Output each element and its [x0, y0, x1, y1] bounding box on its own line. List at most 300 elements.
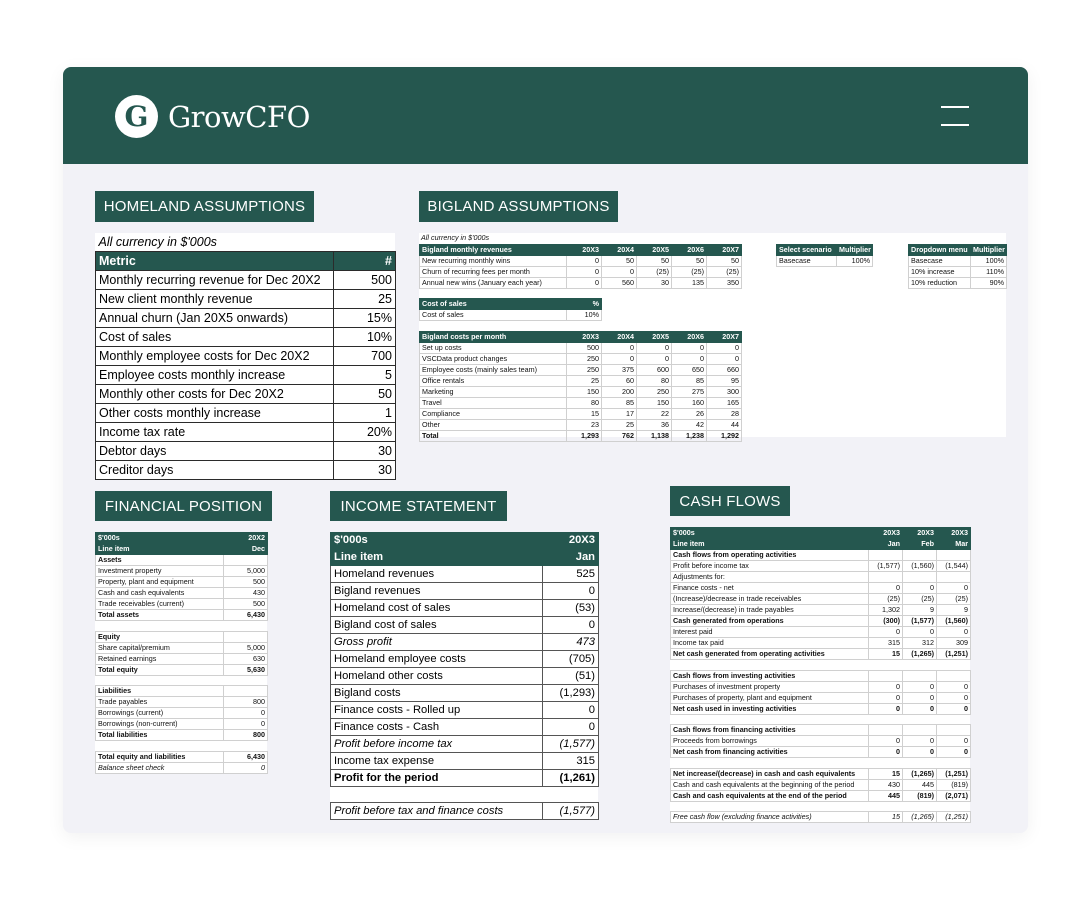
table-row: [420, 343, 742, 354]
column-header: $'000s: [671, 528, 869, 539]
table-row: [331, 719, 599, 736]
value-cell: 430: [869, 779, 903, 790]
value-cell: 500: [567, 343, 602, 354]
line-item-label: Total assets: [96, 610, 224, 621]
column-header: 20X3: [937, 528, 971, 539]
value-cell: 22: [637, 409, 672, 420]
line-item-value: 500: [224, 599, 268, 610]
table-row: [671, 660, 971, 671]
metric-label: Debtor days: [96, 442, 334, 461]
metric-value: 30: [334, 461, 396, 480]
value-cell: 1,293: [567, 431, 602, 442]
line-item-value: 6,430: [224, 610, 268, 621]
table-row: [671, 550, 971, 561]
line-item-value: (53): [543, 600, 599, 617]
bigland-assumptions-title: BIGLAND ASSUMPTIONS: [419, 191, 618, 222]
value-cell: [903, 714, 937, 725]
line-item-value: 0: [543, 617, 599, 634]
column-header: Jan: [543, 549, 599, 566]
value-cell: 650: [672, 365, 707, 376]
column-header: 20X3: [567, 245, 602, 256]
value-cell: (1,265): [903, 768, 937, 779]
value-cell: 44: [707, 420, 742, 431]
label-cell: Total: [420, 431, 567, 442]
value-cell: [903, 801, 937, 812]
label-cell: Net cash generated from operating activities: [671, 649, 869, 660]
table-row: [331, 736, 599, 753]
table-row: [96, 610, 268, 621]
header-row: [671, 528, 971, 539]
table-row: [96, 577, 268, 588]
line-item-value: [224, 741, 268, 752]
assumption-row: [96, 290, 396, 309]
value-cell: 0: [869, 747, 903, 758]
column-header: Jan: [869, 539, 903, 550]
line-item-value: 430: [224, 588, 268, 599]
metric-value: 20%: [334, 423, 396, 442]
line-item-label: Share capital/premium: [96, 642, 224, 653]
column-header: 20X4: [602, 332, 637, 343]
label-cell: Employee costs (mainly sales team): [420, 365, 567, 376]
value-cell: (1,265): [903, 812, 937, 823]
column-header: 20X5: [637, 332, 672, 343]
table-row: [671, 583, 971, 594]
column-header: Line item: [671, 539, 869, 550]
metric-value: 15%: [334, 309, 396, 328]
label-cell: 10% increase: [909, 267, 971, 278]
value-cell: 28: [707, 409, 742, 420]
table-row: [331, 600, 599, 617]
value-cell: 42: [672, 420, 707, 431]
value-cell: (1,560): [937, 616, 971, 627]
line-item-label: Profit before tax and finance costs: [331, 803, 543, 820]
scenario-selector-table: [776, 244, 873, 267]
metric-label: Cost of sales: [96, 328, 334, 347]
currency-caption: All currency in $'000s: [96, 233, 334, 252]
line-item-label: Income tax expense: [331, 753, 543, 770]
total-row: [420, 431, 742, 442]
table-row: [420, 398, 742, 409]
value-cell: 0: [903, 627, 937, 638]
table-row: [331, 803, 599, 820]
value-cell: 25: [567, 376, 602, 387]
header-row: [96, 544, 268, 555]
table-row: [671, 649, 971, 660]
label-cell: VSCData product changes: [420, 354, 567, 365]
value-cell: 250: [567, 365, 602, 376]
value-cell: 0: [672, 354, 707, 365]
value-cell: 0: [637, 354, 672, 365]
table-row: [671, 779, 971, 790]
table-row: [331, 702, 599, 719]
table-row: [331, 787, 599, 803]
value-cell: 375: [602, 365, 637, 376]
table-row: [909, 256, 1007, 267]
bigland-costs-table: [419, 331, 742, 442]
value-cell: 0: [869, 736, 903, 747]
label-cell: Churn of recurring fees per month: [420, 267, 567, 278]
header-row: [331, 549, 599, 566]
assumption-row: [96, 347, 396, 366]
value-cell: 160: [672, 398, 707, 409]
line-item-value: (1,293): [543, 685, 599, 702]
value-cell: [937, 572, 971, 583]
site-header: [63, 67, 1028, 164]
label-cell: Increase/(decrease) in trade payables: [671, 605, 869, 616]
value-cell: 600: [637, 365, 672, 376]
homeland-assumptions-table: [95, 233, 396, 480]
table-row: [96, 719, 268, 730]
table-row: [671, 801, 971, 812]
value-cell: 445: [869, 790, 903, 801]
value-cell: 150: [637, 398, 672, 409]
value-cell: 0: [903, 583, 937, 594]
value-cell: [869, 725, 903, 736]
value-cell: 17: [602, 409, 637, 420]
table-row: [671, 703, 971, 714]
table-row: [671, 681, 971, 692]
metric-label: Income tax rate: [96, 423, 334, 442]
table-row: [96, 588, 268, 599]
table-row: [96, 653, 268, 664]
value-cell: 0: [869, 627, 903, 638]
label-cell: Net cash from financing activities: [671, 747, 869, 758]
metric-value: 25: [334, 290, 396, 309]
value-cell: 50: [602, 256, 637, 267]
assumption-row: [96, 328, 396, 347]
table-row: [671, 736, 971, 747]
value-cell: 350: [707, 278, 742, 289]
table-row: [420, 256, 742, 267]
assumption-row: [96, 423, 396, 442]
metric-value: 30: [334, 442, 396, 461]
value-cell: 150: [567, 387, 602, 398]
table-row: [96, 555, 268, 566]
table-row: [96, 664, 268, 675]
value-cell: [903, 670, 937, 681]
value-cell: 762: [602, 431, 637, 442]
value-cell: 275: [672, 387, 707, 398]
line-item-label: Liabilities: [96, 686, 224, 697]
value-cell: 15: [567, 409, 602, 420]
column-header: Dec: [224, 544, 268, 555]
value-cell: 50: [672, 256, 707, 267]
line-item-value: 0: [224, 719, 268, 730]
table-row: [671, 627, 971, 638]
value-cell: [903, 550, 937, 561]
growcfo-logo[interactable]: [115, 95, 310, 138]
metric-value: 50: [334, 385, 396, 404]
bigland-revenues-table: [419, 244, 742, 289]
table-row: [96, 566, 268, 577]
table-row: [671, 605, 971, 616]
value-cell: 0: [937, 747, 971, 758]
value-cell: (1,251): [937, 768, 971, 779]
value-cell: (1,560): [903, 561, 937, 572]
header-row: [420, 299, 602, 310]
value-cell: 445: [903, 779, 937, 790]
value-cell: 0: [567, 256, 602, 267]
value-cell: 0: [602, 267, 637, 278]
value-cell: 165: [707, 398, 742, 409]
label-cell: Basecase: [909, 256, 971, 267]
value-cell: 250: [567, 354, 602, 365]
line-item-label: Finance costs - Rolled up: [331, 702, 543, 719]
column-header: Bigland monthly revenues: [420, 245, 567, 256]
value-cell: 1,138: [637, 431, 672, 442]
line-item-label: Investment property: [96, 566, 224, 577]
value-cell: (25): [903, 594, 937, 605]
value-cell: 15: [869, 812, 903, 823]
table-row: [96, 675, 268, 686]
column-header: Select scenario: [777, 245, 837, 256]
hamburger-menu-icon[interactable]: [941, 105, 969, 127]
line-item-value: 0: [543, 702, 599, 719]
table-row: [777, 256, 873, 267]
income-statement-title: INCOME STATEMENT: [330, 491, 507, 521]
label-cell: Income tax paid: [671, 638, 869, 649]
value-cell: 15: [869, 768, 903, 779]
value-cell: 0: [937, 583, 971, 594]
bigland-cost-of-sales-table: [419, 298, 602, 321]
table-row: [671, 638, 971, 649]
column-header: Line item: [96, 544, 224, 555]
label-cell: Cash flows from financing activities: [671, 725, 869, 736]
label-cell: Finance costs - net: [671, 583, 869, 594]
value-cell: 23: [567, 420, 602, 431]
value-cell: (1,265): [903, 649, 937, 660]
value-cell: (25): [637, 267, 672, 278]
label-cell: Office rentals: [420, 376, 567, 387]
column-header: Line item: [331, 549, 543, 566]
value-cell: 26: [672, 409, 707, 420]
line-item-label: Bigland costs: [331, 685, 543, 702]
label-cell: Cash and cash equivalents at the beginning of the period: [671, 779, 869, 790]
value-cell: 250: [637, 387, 672, 398]
line-item-label: Bigland revenues: [331, 583, 543, 600]
table-row: [671, 594, 971, 605]
metric-label: Creditor days: [96, 461, 334, 480]
table-row: [671, 758, 971, 769]
value-cell: 25: [602, 420, 637, 431]
line-item-value: 5,630: [224, 664, 268, 675]
financial-position-title: FINANCIAL POSITION: [95, 491, 272, 521]
table-row: [96, 599, 268, 610]
table-row: [420, 354, 742, 365]
label-cell: (Increase)/decrease in trade receivables: [671, 594, 869, 605]
value-cell: [869, 670, 903, 681]
label-cell: Marketing: [420, 387, 567, 398]
label-cell: Proceeds from borrowings: [671, 736, 869, 747]
table-row: [671, 768, 971, 779]
line-item-value: [224, 675, 268, 686]
value-cell: 80: [567, 398, 602, 409]
table-row: [671, 714, 971, 725]
column-header: 20X3: [543, 532, 599, 549]
brand-name: GrowCFO: [168, 99, 310, 134]
label-cell: Basecase: [777, 256, 837, 267]
value-cell: (1,544): [937, 561, 971, 572]
table-row: [671, 670, 971, 681]
metric-label: Annual churn (Jan 20X5 onwards): [96, 309, 334, 328]
label-cell: Cash flows from investing activities: [671, 670, 869, 681]
table-row: [96, 631, 268, 642]
line-item-label: Homeland cost of sales: [331, 600, 543, 617]
value-cell: 560: [602, 278, 637, 289]
table-row: [420, 387, 742, 398]
table-row: [420, 376, 742, 387]
table-row: [671, 572, 971, 583]
table-row: [331, 770, 599, 787]
line-item-value: [224, 555, 268, 566]
label-cell: Free cash flow (excluding finance activities): [671, 812, 869, 823]
value-cell: 0: [869, 583, 903, 594]
line-item-value: 5,000: [224, 566, 268, 577]
column-header: 20X2: [224, 533, 268, 544]
line-item-value: 800: [224, 697, 268, 708]
table-row: [420, 278, 742, 289]
line-item-label: Profit for the period: [331, 770, 543, 787]
value-cell: 1,238: [672, 431, 707, 442]
column-header: 20X5: [637, 245, 672, 256]
line-item-value: 6,430: [224, 751, 268, 762]
value-cell: 50: [707, 256, 742, 267]
line-item-label: Total equity: [96, 664, 224, 675]
metric-value: 1: [334, 404, 396, 423]
label-cell: Set up costs: [420, 343, 567, 354]
value-cell: 309: [937, 638, 971, 649]
value-cell: 0: [903, 692, 937, 703]
line-item-value: (1,577): [543, 736, 599, 753]
line-item-value: (51): [543, 668, 599, 685]
line-item-label: Retained earnings: [96, 653, 224, 664]
line-item-label: [96, 621, 224, 632]
line-item-label: Finance costs - Cash: [331, 719, 543, 736]
line-item-label: Total liabilities: [96, 730, 224, 741]
value-cell: [903, 758, 937, 769]
value-cell: (819): [937, 779, 971, 790]
income-statement-sheet: [330, 532, 598, 820]
value-cell: (25): [937, 594, 971, 605]
value-cell: 50: [637, 256, 672, 267]
column-header: Mar: [937, 539, 971, 550]
currency-caption: All currency in $'000s: [421, 233, 490, 243]
line-item-label: Property, plant and equipment: [96, 577, 224, 588]
value-cell: 0: [869, 681, 903, 692]
value-cell: (25): [672, 267, 707, 278]
column-header: 20X6: [672, 332, 707, 343]
homeland-assumptions-title: HOMELAND ASSUMPTIONS: [95, 191, 314, 222]
value-cell: 200: [602, 387, 637, 398]
value-cell: 300: [707, 387, 742, 398]
line-item-label: Borrowings (current): [96, 708, 224, 719]
label-cell: Net cash used in investing activities: [671, 703, 869, 714]
label-cell: Net increase/(decrease) in cash and cash equivalents: [671, 768, 869, 779]
line-item-value: 0: [224, 762, 268, 773]
line-item-label: Homeland revenues: [331, 566, 543, 583]
table-row: [671, 790, 971, 801]
assumption-row: [96, 271, 396, 290]
value-cell: (25): [869, 594, 903, 605]
table-row: [331, 634, 599, 651]
label-cell: Compliance: [420, 409, 567, 420]
metric-label: New client monthly revenue: [96, 290, 334, 309]
metric-value: 700: [334, 347, 396, 366]
line-item-label: [331, 787, 543, 803]
table-row: [420, 365, 742, 376]
table-row: [420, 310, 602, 321]
value-cell: [937, 714, 971, 725]
homeland-assumptions-sheet: [95, 233, 395, 480]
column-header: $'000s: [331, 532, 543, 549]
table-row: [671, 747, 971, 758]
table-row: [420, 420, 742, 431]
header-row: [96, 533, 268, 544]
value-cell: [903, 660, 937, 671]
line-item-value: (1,261): [543, 770, 599, 787]
value-cell: 95: [707, 376, 742, 387]
table-row: [96, 741, 268, 752]
value-cell: [869, 572, 903, 583]
label-cell: [671, 758, 869, 769]
value-cell: 1,302: [869, 605, 903, 616]
label-cell: Cash flows from operating activities: [671, 550, 869, 561]
column-header: %: [567, 299, 602, 310]
line-item-value: (1,577): [543, 803, 599, 820]
table-row: [331, 651, 599, 668]
value-cell: 0: [602, 354, 637, 365]
value-cell: 110%: [971, 267, 1007, 278]
assumption-row: [96, 385, 396, 404]
value-cell: [937, 660, 971, 671]
label-cell: Purchases of property, plant and equipment: [671, 692, 869, 703]
column-header: Metric: [96, 252, 334, 271]
table-row: [331, 583, 599, 600]
metric-label: Other costs monthly increase: [96, 404, 334, 423]
line-item-value: 0: [224, 708, 268, 719]
metric-label: Monthly employee costs for Dec 20X2: [96, 347, 334, 366]
value-cell: 0: [567, 267, 602, 278]
value-cell: 85: [672, 376, 707, 387]
value-cell: 90%: [971, 278, 1007, 289]
table-row: [331, 566, 599, 583]
table-row: [671, 692, 971, 703]
header-row: [420, 332, 742, 343]
cash-flows-sheet: [670, 527, 970, 823]
header-row: [671, 539, 971, 550]
line-item-label: Homeland other costs: [331, 668, 543, 685]
line-item-value: 473: [543, 634, 599, 651]
value-cell: [937, 725, 971, 736]
value-cell: [903, 725, 937, 736]
header-row: [331, 532, 599, 549]
column-header: 20X3: [903, 528, 937, 539]
table-row: [671, 561, 971, 572]
value-cell: (1,251): [937, 812, 971, 823]
value-cell: 85: [602, 398, 637, 409]
label-cell: [671, 801, 869, 812]
value-cell: 9: [937, 605, 971, 616]
value-cell: 0: [937, 681, 971, 692]
value-cell: 0: [672, 343, 707, 354]
line-item-value: 500: [224, 577, 268, 588]
line-item-label: Trade payables: [96, 697, 224, 708]
column-header: Feb: [903, 539, 937, 550]
line-item-label: Total equity and liabilities: [96, 751, 224, 762]
table-row: [331, 685, 599, 702]
column-header: 20X4: [602, 245, 637, 256]
header-row: [777, 245, 873, 256]
